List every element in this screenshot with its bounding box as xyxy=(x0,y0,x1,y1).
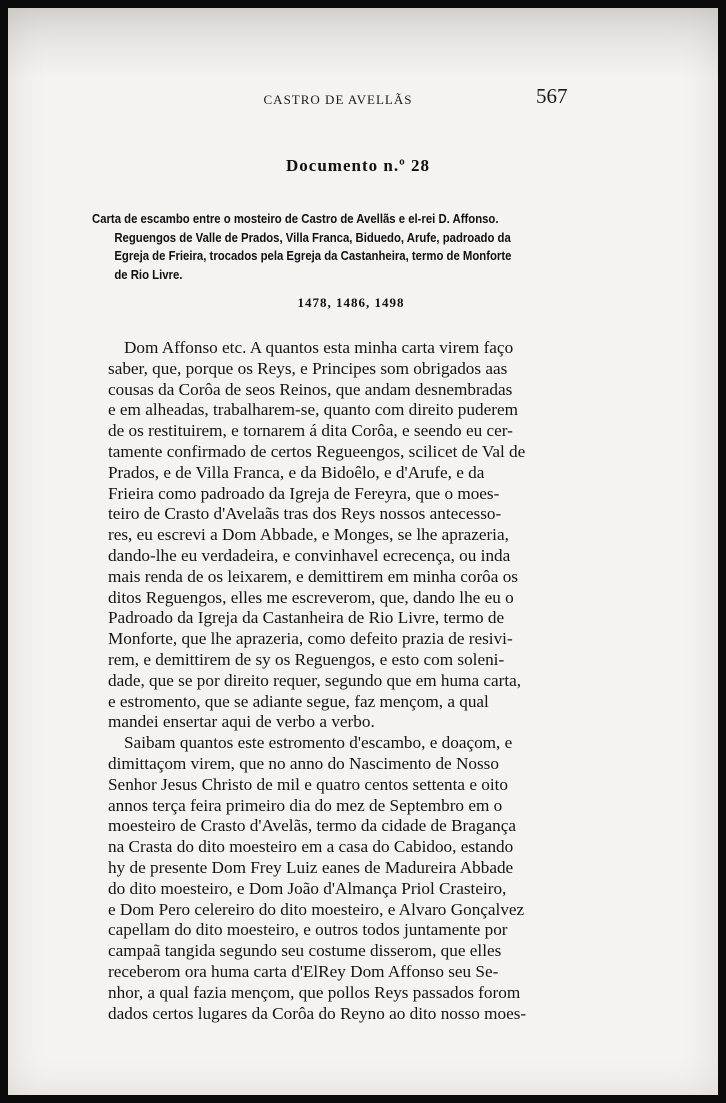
body-line: e estromento, que se adiante segue, faz mençom, a qual xyxy=(108,691,489,711)
body-line: mais renda de os leixarem, e demittirem em minha corôa os xyxy=(108,566,518,586)
body-line: Monforte, que lhe aprazeria, como defeito prazia de resivi- xyxy=(108,629,513,649)
body-line: moesteiro de Crasto d'Avelãs, termo da cidade de Bragança xyxy=(108,816,516,836)
document-body xyxy=(108,338,580,1024)
body-line: dados certos lugares da Corôa do Reyno ao dito nosso moes- xyxy=(108,1003,527,1023)
body-line: do dito moesteiro, e Dom João d'Almança Priol Crasteiro, xyxy=(108,878,507,898)
body-line: e Dom Pero celereiro do dito moesteiro, e Alvaro Gonçalvez xyxy=(108,899,525,919)
body-line: Saibam quantos este estromento d'escambo, e doaçom, e xyxy=(124,733,513,753)
body-line: dade, que se por direito requer, segundo que em huma carta, xyxy=(108,670,522,690)
body-line: saber, que, porque os Reys, e Principes som obrigados aas xyxy=(108,358,508,378)
body-line: nhor, a qual fazia mençom, que pollos Reys passados forom xyxy=(108,982,521,1002)
body-line: receberom ora huma carta d'ElRey Dom Affonso seu Se- xyxy=(108,961,499,981)
summary-line: Reguengos de Valle de Prados, Villa Franca, Biduedo, Arufe, padroado da xyxy=(114,229,511,245)
running-title: CASTRO DE AVELLÃS xyxy=(263,92,413,107)
body-line: na Crasta do dito moesteiro em a casa do Cabidoo, estando xyxy=(108,837,514,857)
body-line: Senhor Jesus Christo de mil e quatro centos settenta e oito xyxy=(108,774,509,794)
body-line: Padroado da Igreja da Castanheira de Rio Livre, termo de xyxy=(108,608,505,628)
body-line: Frieira como padroado da Igreja de Fereyra, que o moes- xyxy=(108,483,500,503)
body-line: annos terça feira primeiro dia do mez de Septembro em o xyxy=(108,795,503,815)
body-line: mandei ensertar aqui de verbo a verbo. xyxy=(108,712,375,732)
body-line: hy de presente Dom Frey Luiz eanes de Madureira Abbade xyxy=(108,857,514,877)
body-line: capellam do dito moesteiro, e outros todos juntamente por xyxy=(108,920,508,940)
document-dates: 1478, 1486, 1498 xyxy=(297,295,405,310)
body-line: tamente confirmado de certos Regueengos, scilicet de Val de xyxy=(108,441,526,461)
body-line: ditos Reguengos, elles me escreverom, que, dando lhe eu o xyxy=(108,587,514,607)
body-line: de os restituirem, e tornarem á dita Corôa, e seendo eu cer- xyxy=(108,421,513,441)
body-line: res, eu escrevi a Dom Abbade, e Monges, se lhe aprazeria, xyxy=(108,525,509,545)
body-line: Dom Affonso etc. A quantos esta minha carta virem faço xyxy=(124,338,514,357)
body-line: rem, e demittirem de sy os Reguengos, e esto com soleni- xyxy=(108,649,505,669)
document-summary xyxy=(92,210,574,284)
summary-line: de Rio Livre. xyxy=(114,266,183,282)
summary-line: Carta de escambo entre o mosteiro de Castro de Avellãs e el-rei D. Affonso. xyxy=(92,211,499,226)
body-line: Prados, e de Villa Franca, e da Bidoêlo, e d'Arufe, e da xyxy=(108,462,485,482)
document-page xyxy=(8,8,718,1095)
body-line: e em alheadas, trabalharem-se, quanto com direito puderem xyxy=(108,400,518,420)
body-line: dando-lhe eu verdadeira, e convinhavel ecrecença, ou inda xyxy=(108,545,511,565)
body-line: cousas da Corôa de seos Reinos, que andam desnembradas xyxy=(108,379,513,399)
summary-line: Egreja de Frieira, trocados pela Egreja da Castanheira, termo de Monforte xyxy=(114,248,512,263)
body-line: teiro de Crasto d'Avelaãs tras dos Reys nossos antecesso- xyxy=(108,504,502,524)
body-line: dimittaçom virem, que no anno do Nascimento de Nosso xyxy=(108,753,499,773)
document-heading: Documento n.º 28 xyxy=(286,156,430,175)
body-line: campaã tangida segundo seu costume disserom, que elles xyxy=(108,941,502,961)
page-number: 567 xyxy=(536,84,568,108)
